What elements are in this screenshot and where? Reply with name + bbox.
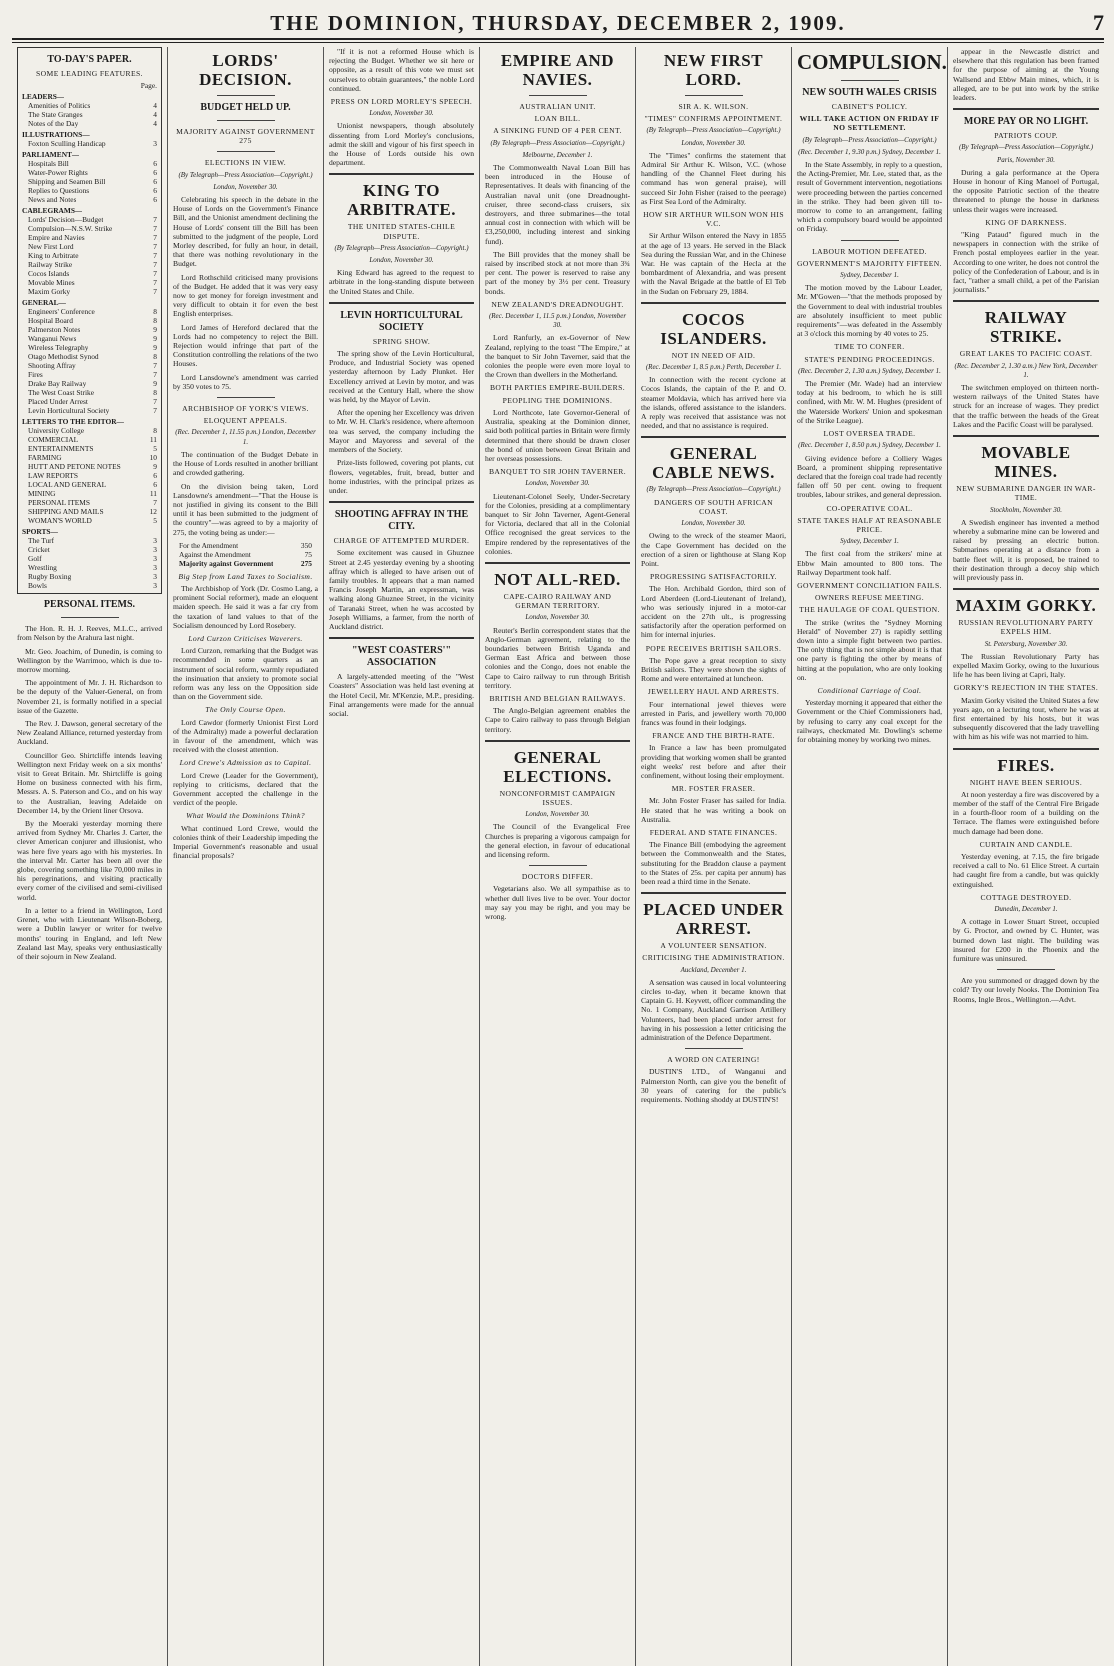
york-heading: ARCHBISHOP OF YORK'S VIEWS. [182,404,309,414]
contents-row: University College 8 [28,426,157,436]
contents-row: Placed Under Arrest 7 [28,397,157,407]
contents-table [22,81,157,590]
contents-row: HUTT AND PETONE NOTES 9 [28,462,157,472]
article-paragraph: The appointment of Mr. J. H. Richardson to be the deputy of the Valuer-General, on from November 21, is formally notified in a special issue of the Gazette. [17,678,162,715]
article-paragraph: In a letter to a friend in Wellington, Lord Grenet, who with Lieutenant Wilson-Boberg, were a Dublin lawyer or writer for twelve months' touring in England, and left New Zealand last May, speaks very enthusiastically of their sojourn in New Zealand. [17,905,162,961]
contents-row: Shipping and Seamen Bill 6 [28,177,157,187]
contents-row: ENTERTAINMENTS 5 [28,444,157,454]
page-number: 7 [1093,10,1104,35]
contents-row: Movable Mines 7 [28,278,157,288]
contents-row: Railway Strike 7 [28,260,157,270]
west-coasters-heading: "WEST COASTERS'" ASSOCIATION [351,645,451,669]
contents-row: LOCAL AND GENERAL 6 [28,480,157,490]
empire-navies-heading: EMPIRE AND NAVIES. [500,51,615,89]
byline: (By Telegraph—Press Association—Copyright.) [178,170,313,179]
masthead [12,6,1104,40]
elections-heading: ELECTIONS IN VIEW. [204,158,287,168]
contents-row: FARMING 10 [28,453,157,463]
movable-mines-heading: MOVABLE MINES. [981,443,1071,482]
general-elections-heading: GENERAL ELECTIONS. [503,747,612,786]
new-first-lord-heading: NEW FIRST LORD. [663,51,764,89]
contents-row: Wrestling 3 [28,563,157,573]
page-label: Page. [140,81,157,91]
personal-items-heading: PERSONAL ITEMS. [43,599,136,611]
article-paragraph: After the opening her Excellency was driven to Mr. W. H. Clark's residence, where afternoon tea was served, the company including the Mayor and Mayoress and several of the members of the Society. [329,408,474,455]
article-paragraph: The Bill provides that the money shall be raised by inscribed stock at not more than 3¾ per cent. The power is reserved to raise any part of the money by 3½ per cent. Treasury bonds. [485,249,630,296]
article-paragraph: Prize-lists followed, covering pot plants, cut flowers, vegetables, fruit, bread, butter and home industries, with the principal prizes as under. [329,458,474,495]
contents-row: Otago Methodist Synod 8 [28,352,157,362]
contents-row: COMMERCIAL 11 [28,435,157,445]
todays-paper-subheading: SOME LEADING FEATURES. [36,69,143,78]
contents-row: Cocos Islands 7 [28,269,157,279]
article-paragraph: Mr. Geo. Joachim, of Dunedin, is coming to Wellington by the Warrimoo, which is due to-morrow morning. [17,646,162,675]
article-paragraph: Lord Lansdowne's amendment was carried by 350 votes to 75. [173,372,318,391]
contents-row: Drake Bay Railway 9 [28,379,157,389]
article-paragraph: On the division being taken, Lord Lansdowne's amendment—"That the House is not justified in giving its consent to the Bill until it has been submitted to the judgment of the country"—was agreed to by a majority of 275, the voting being as under:— [173,481,318,537]
column-6: COMPULSION. NEW SOUTH WALES CRISIS CABINET'S POLICY. WILL TAKE ACTION ON FRIDAY IF NO SETTLEMENT. (By Telegraph—Press Association—Copyright.) (Rec. December 1, 9.30 p.m.) Sydney, December 1. In the State Assembly, in reply to a question, the Acting-Premier, Mr. Lee, stated that, as the result of Government intervention, negotiations were proceeding between the parties concerned in the strike. They had been given till to-morrow to come to an arrangement, failing which a compulsory board would be appointed on Friday. LABOUR MOTION DEFEATED. GOVERNMENT'S MAJORITY FIFTEEN. Sydney, December 1. The motion moved by the Labour Leader, Mr. M'Gowen—"that the methods proposed by the Government to deal with industrial troubles are absolutely insufficient to meet public requirements"—was defeated in the Assembly at 3 o'clock this morning by 40 votes to 25. TIME TO CONFER. STATE'S PENDING PROCEEDINGS. (Rec. December 2, 1.30 a.m.) Sydney, December 1. The Premier (Mr. Wade) had an interview today at his bedroom, to which he is still confined, with Mr. W. M. Hughes (president of the Waterside Workers' Union and spokesman of the Strike League). LOST OVERSEA TRADE. (Rec. December 1, 8.50 p.m.) Sydney, December 1. Giving evidence before a Colliery Wages Board, a prominent shipping representative declared that the foreign coal trade had recently fallen off 50 per cent. owing to frequent troubles, labour strikes, and general depression. CO-OPERATIVE COAL. STATE TAKES HALF AT REASONABLE PRICE. Sydney, December 1. The first coal from the strikers' mine at Ebbw Main amounted to 800 tons. The Railway Department took half. GOVERNMENT CONCILIATION FAILS. OWNERS REFUSE MEETING. THE HAULAGE OF COAL QUESTION. The strike (writes the "Sydney Morning Herald" of November 27) is rapidly settling down into a simple fight between two parties. The only thing that is not simple about it is that one party is fighting the other by means of hitting at the population, who are only looking on. Conditional Carriage of Coal. Yesterday morning it appeared that either the Government or the Chief Commissioners had, by refusing to carry any coal except for the railways, checkmated Mr. Dowling's scheme for obtaining money by working two mines. [792,47,948,1666]
king-arbitrate-heading: KING TO ARBITRATE. [346,181,457,220]
column-5: NEW FIRST LORD. SIR A. K. WILSON. "TIMES" CONFIRMS APPOINTMENT. (By Telegraph—Press Association—Copyright.) London, November 30. The "Times" confirms the statement that Admiral Sir Arthur K. Wilson, V.C. (whose handling of the Channel Fleet during his command has won general praise), will succeed Sir John Fisher (raised to the peerage) as First Sea Lord of the Admiralty. HOW SIR ARTHUR WILSON WON HIS V.C. Sir Arthur Wilson entered the Navy in 1855 at the age of 13 years. He served in the Black Sea during the Russian War, and in the Chinese War. He was captain of the Hecla at the bombardment of Alexandria, and was present with the Naval Brigade at the battle of El Teb in the Sudan on February 29, 1884. COCOS ISLANDERS. NOT IN NEED OF AID. (Rec. December 1, 8.5 p.m.) Perth, December 1. In connection with the recent cyclone at Cocos Islands, the captain of the P. and O. steamer Moldavia, which has arrived here via the islands, offered assistance to the islanders. A reply was received that assistance was not needed, and that no assistance is required. GENERAL CABLE NEWS. (By Telegraph—Press Association—Copyright.) DANGERS OF SOUTH AFRICAN COAST. London, November 30. Owing to the wreck of the steamer Maori, the Cape Government has decided on the erection of a siren or lighthouse at Slang Kop Point. PROGRESSING SATISFACTORILY. The Hon. Archibald Gordon, third son of Lord Aberdeen (Lord-Lieutenant of Ireland), who was seriously injured in a motor-car accident on the 27th ult., is progressing satisfactorily after the operation performed on him for internal injuries. POPE RECEIVES BRITISH SAILORS. The Pope gave a great reception to sixty British sailors. They were shown the sights of Rome and were entertained at luncheon. JEWELLERY HAUL AND ARRESTS. Four international jewel thieves were arrested in Paris, and jewellery worth 70,000 francs was found in their lodgings. FRANCE AND THE BIRTH-RATE. In France a law has been promulgated providing that working women shall be granted eight weeks' rest before and after their confinement, without losing their employment. MR. FOSTER FRASER. Mr. John Foster Fraser has sailed for India. He stated that he was writing a book on Australia. FEDERAL AND STATE FINANCES. The Finance Bill (embodying the agreement between the Commonwealth and the States, substituting for the Braddon clause a payment to the States of 25s. per capita per annum) has been read a third time in the Senate. PLACED UNDER ARREST. A VOLUNTEER SENSATION. CRITICISING THE ADMINISTRATION. Auckland, December 1. A sensation was caused in local volunteering circles to-day, when it became known that Captain G. H. Keyvett, officer commanding the No. 1 Company, Auckland Garrison Artillery Volunteers, had been placed under arrest for having in his possession a letter criticising the administration of the Defence Department. A WORD ON CATERING! DUSTIN'S LTD., of Wanganui and Palmerston North, can give you the benefit of 30 years of catering for the public's requirements. Nothing shoddy at DUSTIN'S! [636,47,792,1666]
todays-paper-box [17,47,162,594]
contents-row: Bowls 3 [28,581,157,591]
general-cable-heading: GENERAL CABLE NEWS. [652,444,775,483]
contents-row: News and Notes 6 [28,195,157,205]
column-4: EMPIRE AND NAVIES. AUSTRALIAN UNIT. LOAN BILL. A SINKING FUND OF 4 PER CENT. (By Telegraph—Press Association—Copyright.) Melbourne, December 1. The Commonwealth Naval Loan Bill has been introduced in the House of Representatives. It deals with financing of the Australian naval unit (one Dreadnought-cruiser, three second-class cruisers, six destroyers, and three submarines—the total annual cost in connection with which will be £3,250,000, including interest and sinking fund). The Bill provides that the money shall be raised by inscribed stock at not more than 3¾ per cent. The power is reserved to raise any part of the money by 3½ per cent. Treasury bonds. NEW ZEALAND'S DREADNOUGHT. (Rec. December 1, 11.5 p.m.) London, November 30. Lord Ranfurly, an ex-Governor of New Zealand, replying to the toast "The Empire," at the banquet to Sir John Taverner, said that the colonies the people were even more loyal to the Crown than dwellers in the Motherland. BOTH PARTIES EMPIRE-BUILDERS. PEOPLING THE DOMINIONS. Lord Northcote, late Governor-General of Australia, speaking at the Dominion dinner, said both political parties in Britain were firmly determined that there should be drawn closer the bond of union between Great Britain and her overseas possessions. BANQUET TO SIR JOHN TAVERNER. London, November 30. Lieutenant-Colonel Seely, Under-Secretary for the Colonies, presiding at a complimentary banquet to Sir John Taverner, Agent-General for Victoria, declared that all in the Colonial Office recognised the great services to the Empire rendered by the representatives of the colonies. NOT ALL-RED. CAPE-CAIRO RAILWAY AND GERMAN TERRITORY. London, November 30. Reuter's Berlin correspondent states that the Anglo-German agreement, relating to the boundaries between British Uganda and German East Africa and between those colonies and the Congo, does not enable the Cape to Cairo railway to run through British territory. BRITISH AND BELGIAN RAILWAYS. The Anglo-Belgian agreement enables the Cape to Cairo railway to pass through Belgian territory. GENERAL ELECTIONS. NONCONFORMIST CAMPAIGN ISSUES. London, November 30. The Council of the Evangelical Free Churches is preparing a vigorous campaign for the general election, in favour of educational and licensing reform. DOCTORS DIFFER. Vegetarians also. We all sympathise as to whether dull lives live to be over. Your doctor may say you may be right, and you may be wrong. [480,47,636,1666]
shooting-heading: SHOOTING AFFRAY IN THE CITY. [334,509,469,533]
contents-row: The Turf 3 [28,536,157,546]
columns [12,47,1104,1666]
contents-row: Wireless Telegraphy 9 [28,343,157,353]
contents-row: SHIPPING AND MAILS 12 [28,507,157,517]
more-pay-heading: MORE PAY OR NO LIGHT. [963,116,1089,128]
contents-row: New First Lord 7 [28,242,157,252]
contents-row: Golf 3 [28,554,157,564]
article-paragraph: The Hon. R. H. J. Reeves, M.L.C., arrived from Nelson by the Arahura last night. [17,624,162,643]
contents-row: Shooting Affray 7 [28,361,157,371]
contents-row: LETTERS TO THE EDITOR— [22,417,124,427]
compulsion-heading: COMPULSION. [797,50,947,74]
contents-row: Hospital Board 8 [28,316,157,326]
contents-row: Wanganui News 9 [28,334,157,344]
article-paragraph: Councillor Geo. Shirtcliffe intends leaving Wellington next Friday week on a six months' visit to Great Britain. Mr. Shirtcliffe is going Home on business connected with his firm, Messrs. A. S. Paterson and Co., and on his way to the Australian, leaving Adelaide on December 14, by the Orient liner Orsova. [17,750,162,815]
todays-paper-heading: TO-DAY'S PAPER. [47,54,132,65]
article-paragraph: By the Moeraki yesterday morning there arrived from Sydney Mr. Charles J. Carter, the clever American conjurer and illusionist, who was here five years ago with his mysteries. In the interval Mr. Carter has been all over the globe, covering something like 70,000 miles in his peregrinations, and visiting practically every corner of the civilised and semi-civilised world. [17,819,162,902]
contents-row: Hospitals Bill 6 [28,159,157,169]
article-paragraph: Celebrating his speech in the debate in the House of Lords on the Government's Finance Bill, and the Unionist amendment declining the House of Lords' consent till the Bill has been submitted to the judgment of the people, Lord Morley described, for fully an hour, in detail, that there was nothing revolutionary in the Budget. [173,195,318,269]
fires-heading: FIRES. [997,755,1055,775]
contents-row: SPORTS— [22,527,58,537]
column-3: "If it is not a reformed House which is rejecting the Budget. Whether we sit here or opposite, as a result of this vote we must set ourselves to obtain guarantees," the noble Lord continued. PRESS ON LORD MORLEY'S SPEECH. London, November 30. Unionist newspapers, though absolutely dissenting from Lord Morley's conclusions, admit the skill and vigour of his first speech in the House of Lords outside his own department. KING TO ARBITRATE. THE UNITED STATES-CHILE DISPUTE. (By Telegraph—Press Association—Copyright.) London, November 30. King Edward has agreed to the request to arbitrate in the long-standing dispute between the United States and Chile. LEVIN HORTICULTURAL SOCIETY SPRING SHOW. The spring show of the Levin Horticultural, Produce, and Industrial Society was opened yesterday afternoon by Lady Plunket. Her Excellency arrived at Levin by motor, and was received at the Century Hall, where the show was held, by the Mayor of Levin. After the opening her Excellency was driven to Mr. W. H. Clark's residence, where afternoon tea was served, the company including the Mayor and Mayoress and several of the members of the Society. Prize-lists followed, covering pot plants, cut flowers, vegetables, fruit, bread, butter and home industries, with the principal prizes as under. SHOOTING AFFRAY IN THE CITY. CHARGE OF ATTEMPTED MURDER. Some excitement was caused in Ghuznee Street at 2.45 yesterday evening by a shooting affray which is alleged to have arisen out of family troubles. It appears that a man named Francis Joseph Martin, an expressman, was walking along Ghuznee Street, in the vicinity of Taranaki Street, when he was accosted by Joseph Williams, a farmer, from the north of Auckland district. "WEST COASTERS'" ASSOCIATION A largely-attended meeting of the "West Coasters" Association was held last evening at the Hotel Cecil, Mr. M'Kenzie, M.P., presiding. Final arrangements were made for the annual social. [324,47,480,1666]
article-paragraph: Lord James of Hereford declared that the Lords had no competency to reject the Bill. Rejection would infringe that part of the Constitution controlling the relations of the two Houses. [173,322,318,369]
contents-row: LEADERS— [22,92,65,102]
placed-under-arrest-heading: PLACED UNDER ARREST. [643,900,784,939]
masthead-title: THE DOMINION, THURSDAY, DECEMBER 2, 1909. [270,11,846,35]
article-paragraph: The spring show of the Levin Horticultural, Produce, and Industrial Society was opened yesterday afternoon by Lady Plunket. Her Excellency arrived at Levin by motor, and was received at the Century Hall, where the show was held, by the Mayor of Levin. [329,349,474,405]
contents-row: Fires 7 [28,370,157,380]
levin-heading: LEVIN HORTICULTURAL SOCIETY [340,309,463,333]
column-7: appear in the Newcastle district and elsewhere that this regulation has been framed for the purpose of aiming at the Young Wallsend and Ebbw Main mines, which, it is alleged, are to be put into work by the strike leaders. MORE PAY OR NO LIGHT. PATRIOTS COUP. (By Telegraph—Press Association—Copyright.) Paris, November 30. During a gala performance at the Opera House in honour of King Manoel of Portugal, the opposite Patriotic section of the theatre threatened to plunge the house in darkness unless their wages were increased. KING OF DARKNESS. "King Pataud" figured much in the newspapers in connection with the strike of French postal employees earlier in the year. According to one writer, he does not control the policy of the Confederation of Labour, and is in fact, "rather a small child, a pet of the Parisian journalists." RAILWAY STRIKE. GREAT LAKES TO PACIFIC COAST. (Rec. December 2, 1.30 a.m.) New York, December 1. The switchmen employed on thirteen north-western railways of the United States have struck for an increase of wages. They predict that the traffic between the heads of the Great Lakes and the Pacific Coast will be paralysed. MOVABLE MINES. NEW SUBMARINE DANGER IN WAR-TIME. Stockholm, November 30. A Swedish engineer has invented a method whereby a submarine mine can be lowered and raised by pressing an electric button. Submarines operating at a distance from a battle fleet will, it is proposed, be trained to their destination through a decoy ship which will previously pass in. MAXIM GORKY. RUSSIAN REVOLUTIONARY PARTY EXPELS HIM. St. Petersburg, November 30. The Russian Revolutionary Party has expelled Maxim Gorky, owing to the luxurious life he has been living at Capri, Italy. GORKY'S REJECTION IN THE STATES. Maxim Gorky visited the United States a few years ago, on a lecturing tour, where he was at first entertained by his hosts, but it was subsequently discovered that the lady travelling with him as his wife was not married to him. FIRES. NIGHT HAVE BEEN SERIOUS. At noon yesterday a fire was discovered by a member of the staff of the Central Fire Brigade in a fourth-floor room of a building on the Terrace. The flames were extinguished before much damage had been done. CURTAIN AND CANDLE. Yesterday evening, at 7.15, the fire brigade received a call to No. 61 Elice Street. A curtain had caught fire from a candle, but was quickly extinguished. COTTAGE DESTROYED. Dunedin, December 1. A cottage in Lower Stuart Street, occupied by G. Proctor, and owned by C. Hunter, was burned down last night. The building was insured for £200 in the Phoenix and the furniture was uninsured. Are you summoned or dragged down by the cold? Try our lovely Nooks. The Dominion Tea Rooms, Ingle Bros., Wellington.—Advt. [953,47,1099,1004]
lords-decision-heading: LORDS' DECISION. [199,51,292,89]
not-all-red-heading: NOT ALL-RED. [494,569,621,589]
cocos-heading: COCOS ISLANDERS. [660,309,767,348]
contents-row: Replies to Questions 6 [28,186,157,196]
dateline: London, November 30. [213,182,278,191]
contents-row: Engineers' Conference 8 [28,307,157,317]
contents-row: Levin Horticultural Society 7 [28,406,157,416]
contents-row: The West Coast Strike 8 [28,388,157,398]
contents-row: Empire and Navies 7 [28,233,157,243]
article-paragraph: The continuation of the Budget Debate in the House of Lords resulted in another brilliant and crowded gathering. [173,449,318,478]
contents-row: PARLIAMENT— [22,150,80,160]
contents-row: Cricket 3 [28,545,157,555]
contents-row: Rugby Boxing 3 [28,572,157,582]
railway-strike-heading: RAILWAY STRIKE. [984,308,1068,347]
contents-row: Foxton Sculling Handicap 3 [28,139,157,149]
contents-row: Water-Power Rights 6 [28,168,157,178]
contents-row: King to Arbitrate 7 [28,251,157,261]
column-1 [12,47,168,1666]
vote-table: For the Amendment 350 Against the Amendment 75 Majority against Government 275 [179,540,312,568]
contents-row: GENERAL— [22,298,66,308]
contents-row: Palmerston Notes 9 [28,325,157,335]
contents-row: Maxim Gorky 7 [28,287,157,297]
budget-held-up-heading: BUDGET HELD UP. [200,102,291,113]
contents-row: ILLUSTRATIONS— [22,130,90,140]
article-paragraph: The Commonwealth Naval Loan Bill has been introduced in the House of Representatives. It deals with financing of the Australian naval unit (one Dreadnought-cruiser, three second-class cruisers, six destroyers, and three submarines—the total annual cost in connection with which will be £3,250,000, including interest and sinking fund). [485,163,630,246]
article-paragraph: The Rev. J. Dawson, general secretary of the New Zealand Alliance, returned yesterday from Auckland. [17,719,162,747]
column-2: LORDS' DECISION. BUDGET HELD UP. MAJORITY AGAINST GOVERNMENT 275 ELECTIONS IN VIEW. (By Telegraph—Press Association—Copyright.) London, November 30. Celebrating his speech in the debate in the House of Lords on the Government's Finance Bill, and the Unionist amendment declining the House of Lords' consent till the Bill has been submitted to the judgment of the people, Lord Morley described, for fully an hour, in detail, that there was nothing revolutionary in the Budget. Lord Rothschild criticised many provisions of the Budget. He added that it was very easy now to get money for foreign investment and very difficult to obtain it for even the best English enterprises. Lord James of Hereford declared that the Lords had no competency to reject the Bill. Rejection would infringe that part of the Constitution controlling the relations of the two Houses. Lord Lansdowne's amendment was carried by 350 votes to 75. ARCHBISHOP OF YORK'S VIEWS. ELOQUENT APPEALS. (Rec. December 1, 11.55 p.m.) London, December 1. The continuation of the Budget Debate in the House of Lords resulted in another brilliant and crowded gathering. On the division being taken, Lord Lansdowne's amendment—"That the House is not justified in giving its consent to the Bill until it has been submitted to the judgment of the country"—was agreed to by a majority of 275, the voting being as under:— For the Amendment 350 Against the Amendment 75 Majority against Government 275 Big Step from Land Taxes to Socialism. The Archbishop of York (Dr. Cosmo Lang, a prominent Social reformer), made an eloquent maiden speech. He said it was a far cry from the taxation of land values to that of the Socialism denounced by Lord Rosebery. Lord Curzon Criticises Waverers. Lord Curzon, remarking that the Budget was recommended in some quarters as an instrument of social reform, warmly repudiated the insinuation that anxiety to promote social reform was any less on the Opposition side than on the Government side. The Only Course Open. Lord Cawdor (formerly Unionist First Lord of the Admiralty) made a powerful declaration in favour of the amendment, which was received with the closest attention. Lord Crewe's Admission as to Capital. Lord Crewe (Leader for the Government), replying to criticisms, declared that the Government accepted the challenge in the verdict of the people. What Would the Dominions Think? What continued Lord Crewe, would the colonies think of their Leadership impeding the Imperial Government's reasonable and usual financial proposals? [168,47,324,1666]
york-dateline: (Rec. December 1, 11.55 p.m.) London, December 1. [175,428,316,446]
york-subheading: ELOQUENT APPEALS. [203,416,288,426]
maxim-gorky-heading: MAXIM GORKY. [955,596,1097,616]
personal-items [17,624,162,961]
majority-line: MAJORITY AGAINST GOVERNMENT 275 [176,127,315,146]
contents-row: Lords' Decision—Budget 7 [28,215,157,225]
contents-row: WOMAN'S WORLD 5 [28,516,157,526]
contents-row: PERSONAL ITEMS 7 [28,498,157,508]
contents-row: Compulsion—N.S.W. Strike 7 [28,224,157,234]
contents-row: CABLEGRAMS— [22,206,83,216]
contents-row: Notes of the Day 4 [28,119,157,129]
contents-row: MINING 11 [28,489,157,499]
article-paragraph: Lord Rothschild criticised many provisions of the Budget. He added that it was very easy now to get money for foreign investment and very difficult to obtain it for even the best English enterprises. [173,272,318,319]
contents-row: Amenities of Politics 4 [28,101,157,111]
contents-row: LAW REPORTS 6 [28,471,157,481]
contents-row: The State Granges 4 [28,110,157,120]
